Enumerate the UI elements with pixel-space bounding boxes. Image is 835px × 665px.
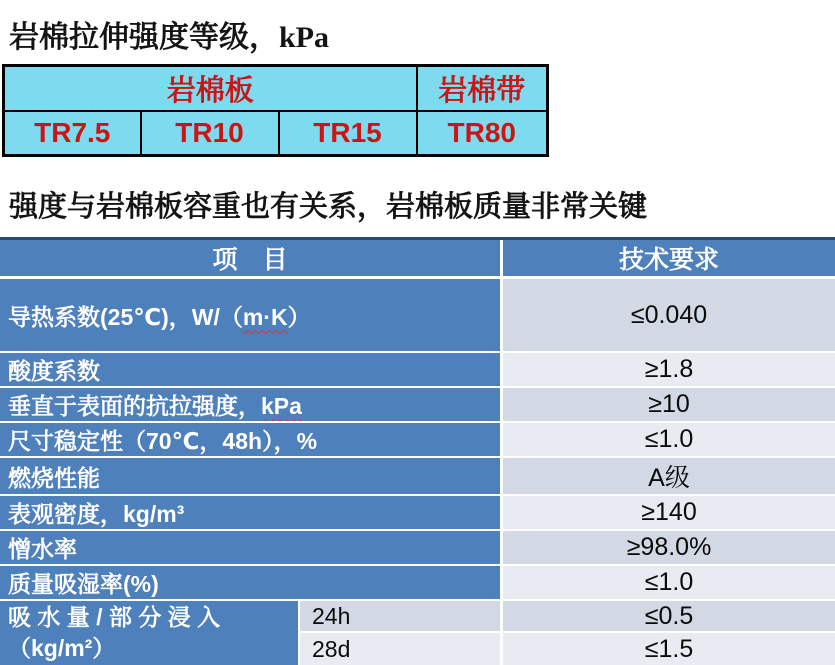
tensile-grade-table	[2, 64, 549, 157]
spec-subitem-28d: 28d	[298, 633, 500, 665]
item-text: 燃烧性能	[8, 464, 100, 491]
spec-item-cell	[0, 496, 500, 531]
spec-value-cell: ≥98.0%	[500, 531, 835, 566]
grade-cell-tr80: TR80	[417, 111, 548, 156]
spec-item-cell	[0, 388, 500, 423]
item-text: 导热系数(25℃)，W/（	[8, 303, 243, 330]
spec-value-cell: ≤0.040	[500, 279, 835, 353]
spec-value-cell: ≤1.0	[500, 566, 835, 601]
spec-value-cell: ≥10	[500, 388, 835, 423]
spec-value-cell: A级	[500, 458, 835, 496]
spec-item-cell-water-absorption	[0, 601, 298, 665]
item-text-line2: （kg/m²）	[8, 635, 116, 661]
spec-row-water-absorption-24h	[0, 601, 835, 633]
spec-row-dimensional-stability	[0, 423, 835, 458]
spec-item-cell	[0, 423, 500, 458]
grade-cell-tr15: TR15	[279, 111, 417, 156]
item-text: 尺寸稳定性（70℃，48h），%	[8, 428, 318, 454]
spec-value-cell: ≤1.5	[500, 633, 835, 665]
item-text: 垂直于表面的抗拉强度，	[8, 393, 261, 419]
spec-header-requirement: 技术要求	[500, 240, 835, 279]
item-text: 质量吸湿率(%)	[8, 571, 159, 597]
spec-item-cell	[0, 353, 500, 388]
spec-item-cell	[0, 566, 500, 601]
item-text: 表观密度，kg/m³	[8, 501, 185, 527]
spec-header-item: 项 目	[0, 240, 500, 279]
spec-row-thermal-conductivity	[0, 279, 835, 353]
item-text-spellchecked: kPa	[261, 393, 302, 419]
item-text: 酸度系数	[8, 358, 100, 384]
spec-item-cell	[0, 531, 500, 566]
spec-item-cell	[0, 458, 500, 496]
grade-value-row	[4, 111, 548, 156]
grade-header-row	[4, 66, 548, 112]
item-text: 憎水率	[8, 536, 77, 562]
technical-requirements-table	[0, 237, 835, 665]
grade-cell-tr7-5: TR7.5	[4, 111, 141, 156]
page-title: 岩棉拉伸强度等级，kPa	[9, 21, 330, 54]
spec-row-acidity	[0, 353, 835, 388]
spec-value-cell: ≤0.5	[500, 601, 835, 633]
spec-row-hydrophobicity	[0, 531, 835, 566]
item-text-spellchecked: m·K	[242, 303, 288, 330]
spec-item-cell	[0, 279, 500, 353]
spec-row-combustion	[0, 458, 835, 496]
spec-row-moisture-absorption	[0, 566, 835, 601]
spec-row-apparent-density	[0, 496, 835, 531]
grade-header-board: 岩棉板	[4, 66, 417, 112]
item-text-line1: 吸 水 量 / 部 分 浸 入	[8, 603, 221, 630]
spec-subitem-24h: 24h	[298, 601, 500, 633]
item-text: ）	[287, 303, 311, 330]
spec-value-cell: ≤1.0	[500, 423, 835, 458]
spec-value-cell: ≥140	[500, 496, 835, 531]
spec-value-cell: ≥1.8	[500, 353, 835, 388]
grade-header-belt: 岩棉带	[417, 66, 548, 112]
spec-row-tensile-strength	[0, 388, 835, 423]
grade-cell-tr10: TR10	[141, 111, 279, 156]
spec-header-row	[0, 240, 835, 279]
section-subtitle: 强度与岩棉板容重也有关系，岩棉板质量非常关键	[9, 191, 648, 223]
